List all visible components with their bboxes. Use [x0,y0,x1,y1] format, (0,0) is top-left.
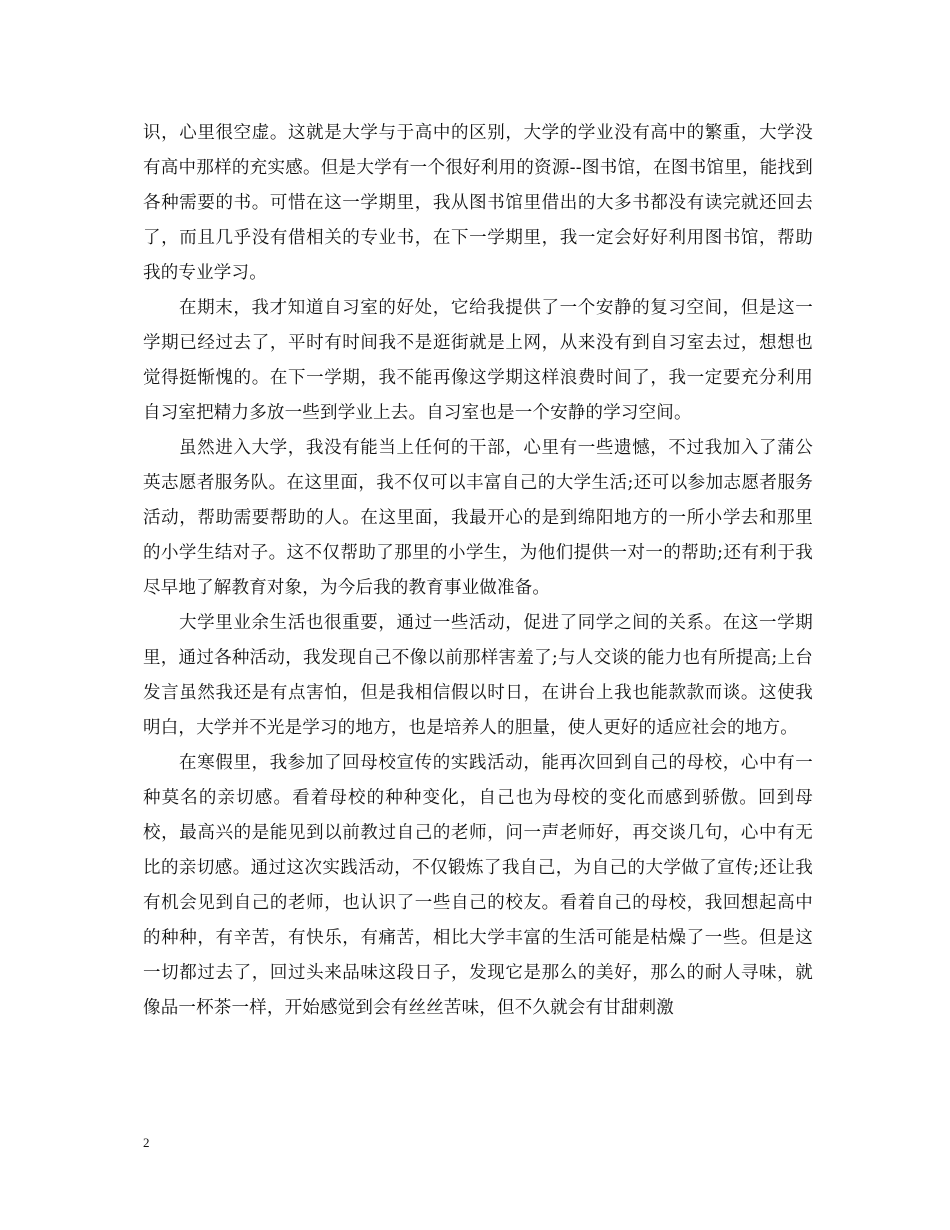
paragraph-continued: 识，心里很空虚。这就是大学与于高中的区别，大学的学业没有高中的繁重，大学没有高中那样的充实感。但是大学有一个很好利用的资源--图书馆，在图书馆里，能找到各种需要的书。可惜在这一学期里，我从图书馆里借出的大多书都没有读完就还回去了，而且几乎没有借相关的专业书，在下一学期里，我一定会好好利用图书馆，帮助我的专业学习。 [143,123,813,283]
document-body [143,116,813,1026]
page-number: 2 [143,1135,150,1150]
paragraph-winter-break: 在寒假里，我参加了回母校宣传的实践活动，能再次回到自己的母校，心中有一种莫名的亲切感。看着母校的种种变化，自己也为母校的变化而感到骄傲。回到母校，最高兴的是能见到以前教过自己的老师，问一声老师好，再交谈几句，心中有无比的亲切感。通过这次实践活动，不仅锻炼了我自己，为自己的大学做了宣传;还让我有机会见到自己的老师，也认识了一些自己的校友。看着自己的母校，我回想起高中的种种，有辛苦，有快乐，有痛苦，相比大学丰富的生活可能是枯燥了一些。但是这一切都过去了，回过头来品味这段日子，发现它是那么的美好，那么的耐人寻味，就像品一杯茶一样，开始感觉到会有丝丝苦味，但不久就会有甘甜刺激 [143,753,813,1018]
paragraph-activities: 大学里业余生活也很重要，通过一些活动，促进了同学之间的关系。在这一学期里，通过各种活动，我发现自己不像以前那样害羞了;与人交谈的能力也有所提高;上台发言虽然我还是有点害怕，但是我相信假以时日，在讲台上我也能款款而谈。这使我明白，大学并不光是学习的地方，也是培养人的胆量，使人更好的适应社会的地方。 [143,613,813,738]
paragraph-volunteer: 虽然进入大学，我没有能当上任何的干部，心里有一些遗憾，不过我加入了蒲公英志愿者服务队。在这里面，我不仅可以丰富自己的大学生活;还可以参加志愿者服务活动，帮助需要帮助的人。在这里面，我最开心的是到绵阳地方的一所小学去和那里的小学生结对子。这不仅帮助了那里的小学生，为他们提供一对一的帮助;还有利于我尽早地了解教育对象，为今后我的教育事业做准备。 [143,438,813,598]
paragraph-study-room: 在期末，我才知道自习室的好处，它给我提供了一个安静的复习空间，但是这一学期已经过去了，平时有时间我不是逛街就是上网，从来没有到自习室去过，想想也觉得挺惭愧的。在下一学期，我不能再像这学期这样浪费时间了，我一定要充分利用自习室把精力多放一些到学业上去。自习室也是一个安静的学习空间。 [143,298,813,423]
